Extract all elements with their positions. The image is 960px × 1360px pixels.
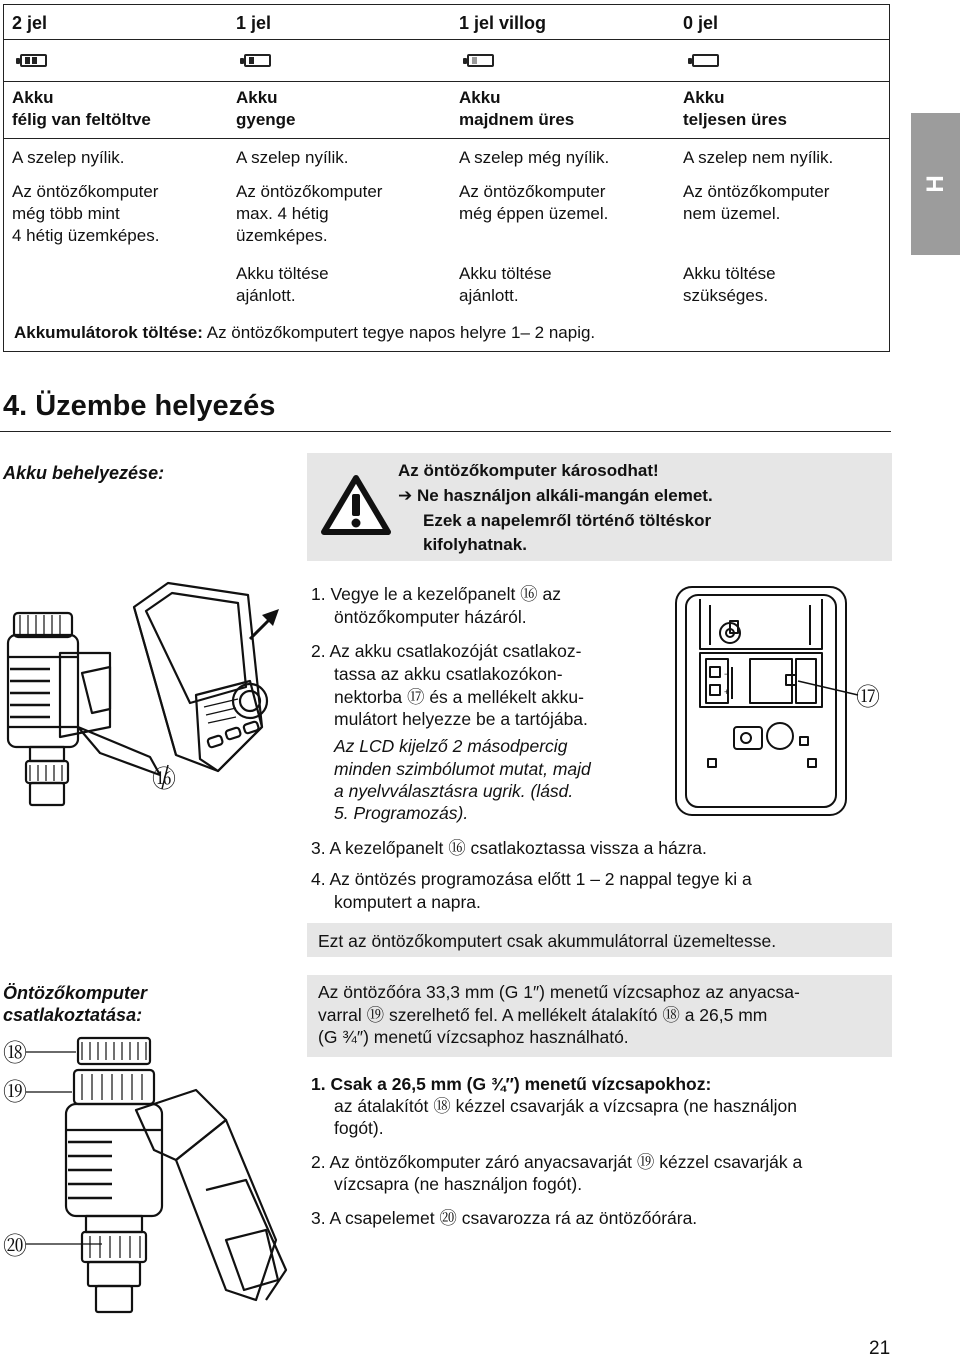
operation-line: 4 hétig üzemképes. (12, 226, 160, 245)
valve-2-bars: A szelep nyílik. (12, 148, 125, 167)
status-line: Akku (459, 88, 501, 107)
operation-line: még több mint (12, 204, 120, 223)
warning-line: Ezek a napelemről történő töltéskor (423, 511, 712, 530)
status-line: Akku (12, 88, 54, 107)
lcd-note-line: minden szimbólumot mutat, majd (334, 759, 591, 779)
step-1-line: 1. Vegye le a kezelőpanelt ⑯ az (311, 584, 562, 604)
step-2-line: tassa az akku csatlakozókon- (334, 664, 563, 684)
connection-step-2-line: vízcsapra (ne használjon fogót). (334, 1174, 583, 1194)
step-4-line: komputert a napra. (334, 892, 481, 912)
step-2-line: 2. Az akku csatlakozóját csatlakoz- (311, 641, 582, 661)
operation-0-bars (683, 181, 829, 225)
charge-0-bars (683, 263, 776, 307)
operation-line: nem üzemel. (683, 204, 781, 223)
charge-line: Akku töltése (459, 264, 552, 283)
table-divider (4, 39, 889, 40)
battery-connector-illustration (660, 581, 860, 821)
valve-1-bar-blinking: A szelep még nyílik. (459, 148, 610, 167)
step-4-line: 4. Az öntözés programozása előtt 1 – 2 nappal tegye ki a (311, 869, 752, 889)
connection-label-line: csatlakoztatása: (3, 1005, 143, 1025)
charging-label: Akkumulátorok töltése: (14, 323, 203, 342)
status-0-bars (683, 87, 787, 131)
status-2-bars (12, 87, 151, 131)
connection-step-1-line: az átalakítót ⑱ kézzel csavarják a vízcsapra (ne használjon (334, 1096, 797, 1116)
status-line: teljesen üres (683, 110, 787, 129)
connection-step-2-line: 2. Az öntözőkomputer záró anyacsavarját ⑲ kézzel csavarják a (311, 1152, 803, 1172)
col-header-1-bar: 1 jel (236, 13, 272, 33)
status-1-bar (236, 87, 296, 131)
charging-instruction (14, 323, 595, 343)
valve-0-bars: A szelep nem nyílik. (683, 148, 834, 167)
section-rule (0, 431, 891, 432)
charge-line: Akku töltése (236, 264, 329, 283)
operation-line: Az öntözőkomputer (683, 182, 830, 201)
connection-intro-line: varral ⑲ szerelhető fel. A mellékelt átalakító ⑱ a 26,5 mm (318, 1005, 768, 1025)
lcd-note-line: a nyelvválasztásra ugrik. (lásd. (334, 781, 574, 801)
connection-step-1-heading: 1. Csak a 26,5 mm (G ¾″) menetű vízcsapokhoz: (311, 1074, 712, 1094)
battery-1-bar-blinking-icon (467, 54, 494, 67)
status-line: majdnem üres (459, 110, 575, 129)
figure-label-18: ⑱ (3, 1040, 27, 1067)
warning-line: kifolyhatnak. (423, 535, 527, 554)
section-title: 4. Üzembe helyezés (3, 390, 276, 422)
language-section-tab (911, 113, 960, 255)
connection-intro-line: (G ¾″) menetű vízcsaphoz használható. (318, 1027, 629, 1047)
operation-line: Az öntözőkomputer (236, 182, 383, 201)
status-line: félig van feltöltve (12, 110, 151, 129)
control-panel-removal-illustration (0, 577, 300, 817)
battery-insert-label: Akku behelyezése: (3, 463, 165, 483)
tap-connection-illustration (26, 1030, 316, 1330)
connection-info-box (307, 975, 892, 1057)
charge-1-bar-blinking (459, 263, 552, 307)
lcd-note-line: Az LCD kijelző 2 másodpercig (334, 736, 568, 756)
charge-1-bar (236, 263, 329, 307)
lcd-note-line: 5. Programozás). (334, 803, 469, 823)
step-1-line: öntözőkomputer házáról. (334, 607, 527, 627)
language-tab-label: H (921, 175, 949, 193)
col-header-1-bar-blinking: 1 jel villog (459, 13, 547, 33)
figure-label-16: ⑯ (152, 766, 176, 793)
step-2-line: mulátort helyezze be a tartójába. (334, 709, 588, 729)
svg-text:+: + (724, 687, 730, 697)
page-number: 21 (869, 1338, 891, 1359)
charge-line: ajánlott. (236, 286, 296, 305)
table-divider (4, 81, 889, 82)
figure-label-17: ⑰ (856, 684, 880, 711)
col-header-2-bars: 2 jel (12, 13, 48, 33)
operation-line: max. 4 hétig (236, 204, 329, 223)
status-line: gyenge (236, 110, 296, 129)
charge-line: ajánlott. (459, 286, 519, 305)
operation-line: üzemképes. (236, 226, 328, 245)
connection-step-3-line: 3. A csapelemet ⑳ csavarozza rá az öntözőórára. (311, 1208, 698, 1228)
step-3-line: 3. A kezelőpanelt ⑯ csatlakoztassa vissza a házra. (311, 838, 707, 858)
note-box (307, 923, 892, 957)
status-1-bar-blinking (459, 87, 574, 131)
connection-intro-line: Az öntözőóra 33,3 mm (G 1″) menetű vízcsaphoz az anyacsa- (318, 982, 800, 1002)
operation-line: Az öntözőkomputer (459, 182, 606, 201)
figure-label-20: ⑳ (3, 1233, 27, 1260)
valve-1-bar: A szelep nyílik. (236, 148, 349, 167)
battery-2-bars-icon (20, 54, 47, 67)
connection-step-1-line: fogót). (334, 1118, 384, 1138)
charge-line: szükséges. (683, 286, 769, 305)
battery-empty-icon (692, 54, 719, 67)
warning-triangle-icon (321, 474, 391, 536)
connection-label (3, 982, 147, 1026)
charging-text: Az öntözőkomputert tegye napos helyre 1– 2 napig. (206, 323, 596, 342)
col-header-0-bars: 0 jel (683, 13, 719, 33)
operation-1-bar (236, 181, 382, 247)
operation-2-bars (12, 181, 159, 247)
warning-line: ➔ Ne használjon alkáli-mangán elemet. (398, 486, 713, 505)
warning-box (307, 453, 892, 561)
status-line: Akku (683, 88, 725, 107)
battery-1-bar-icon (244, 54, 271, 67)
operation-line: még éppen üzemel. (459, 204, 609, 223)
table-divider (4, 138, 889, 139)
figure-label-19: ⑲ (3, 1079, 27, 1106)
status-line: Akku (236, 88, 278, 107)
step-2-line: nektorba ⑰ és a mellékelt akku- (334, 687, 584, 707)
note-text: Ezt az öntözőkomputert csak akummulátorral üzemeltesse. (318, 931, 777, 951)
operation-1-bar-blinking (459, 181, 608, 225)
svg-text:−: − (724, 669, 730, 679)
battery-status-table (3, 4, 890, 352)
warning-line: Az öntözőkomputer károsodhat! (398, 461, 659, 480)
connection-label-line: Öntözőkomputer (3, 983, 147, 1003)
operation-line: Az öntözőkomputer (12, 182, 159, 201)
charge-line: Akku töltése (683, 264, 776, 283)
